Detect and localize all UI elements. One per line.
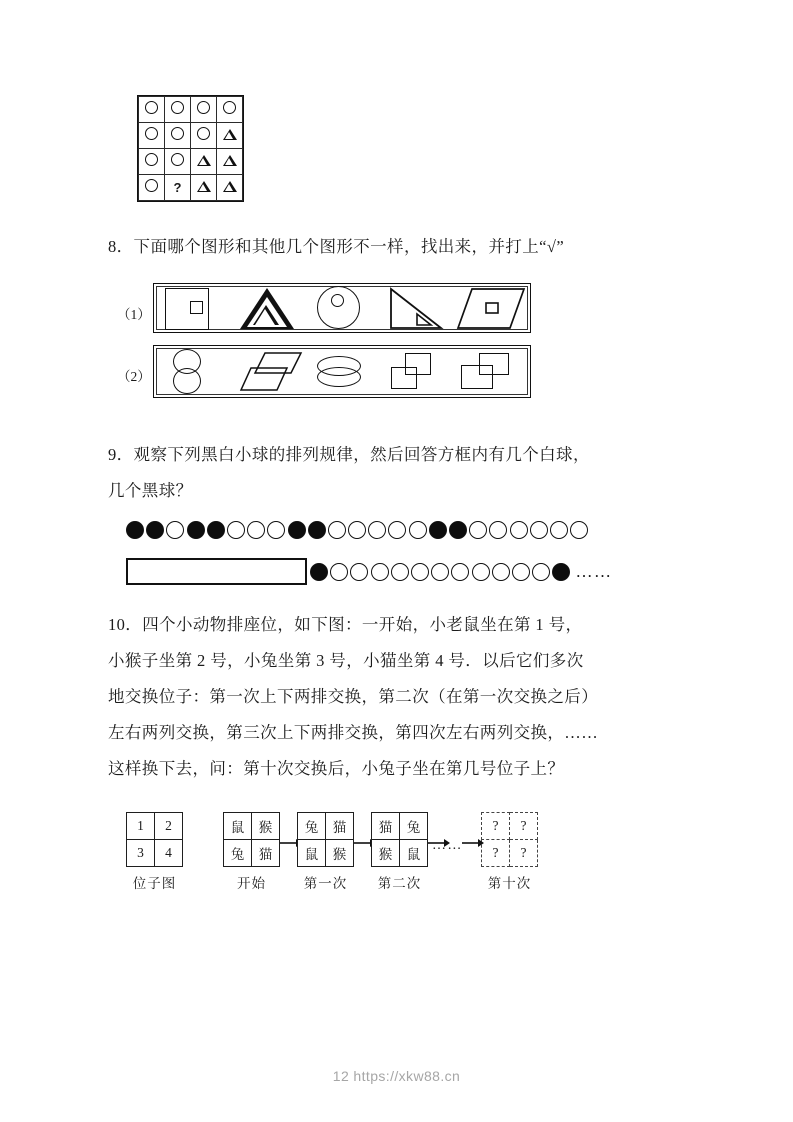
white-ball <box>431 563 449 581</box>
circle-icon <box>197 101 210 114</box>
triangle-icon <box>223 155 237 166</box>
white-ball <box>328 521 346 539</box>
flow-arrow-icon <box>462 838 484 848</box>
circle-icon <box>145 179 158 192</box>
page-footer: 12 https://xkw88.cn <box>332 1068 461 1084</box>
white-ball <box>570 521 588 539</box>
seat-cell: 猴 <box>326 840 354 867</box>
white-ball <box>411 563 429 581</box>
seat-cell: 猴 <box>252 813 280 840</box>
grid-cell <box>191 97 217 123</box>
q9-ball-sequence-row1 <box>126 521 590 539</box>
q9-question-line1: 9．观察下列黑白小球的排列规律，然后回答方框内有几个白球， <box>108 445 590 464</box>
seat-diagram-seat-map <box>126 812 183 892</box>
seat-table <box>371 812 428 867</box>
white-ball <box>512 563 530 581</box>
white-ball <box>550 521 568 539</box>
table-row <box>224 813 280 840</box>
q7-shape-grid <box>137 95 244 202</box>
circle-icon <box>145 127 158 140</box>
q10-question-line2: 小猴子坐第 2 号，小兔坐第 3 号，小猫坐第 4 号．以后它们多次 <box>108 651 584 670</box>
grid-cell <box>217 97 243 123</box>
q9-ball-sequence-row2 <box>126 558 612 585</box>
table-row <box>298 840 354 867</box>
grid-cell-question: ? <box>165 175 191 201</box>
circle-icon <box>197 127 210 140</box>
black-ball <box>146 521 164 539</box>
seat-diagram-caption: 开始 <box>237 876 266 891</box>
white-ball <box>350 563 368 581</box>
seat-table <box>126 812 183 867</box>
seat-diagram-caption: 位子图 <box>132 876 177 891</box>
white-ball <box>267 521 285 539</box>
grid-cell <box>139 97 165 123</box>
table-row <box>298 813 354 840</box>
grid-cell <box>217 149 243 175</box>
seat-cell: 鼠 <box>224 813 252 840</box>
table-row <box>224 840 280 867</box>
grid-cell <box>165 123 191 149</box>
circle-icon <box>171 127 184 140</box>
white-ball <box>409 521 427 539</box>
seat-diagram-caption: 第二次 <box>377 876 422 891</box>
triangle-icon <box>197 155 211 166</box>
table-row <box>139 175 243 201</box>
white-ball <box>166 521 184 539</box>
seat-cell: 3 <box>127 840 155 867</box>
seat-cell: 兔 <box>298 813 326 840</box>
seat-cell: 4 <box>155 840 183 867</box>
grid-cell <box>165 97 191 123</box>
shape-two-overlapping-squares <box>379 349 453 395</box>
table-row <box>372 813 428 840</box>
white-ball <box>472 563 490 581</box>
grid-cell <box>191 175 217 201</box>
table-row <box>139 149 243 175</box>
white-ball <box>330 563 348 581</box>
parallelogram-icon <box>456 287 528 331</box>
seat-diagram-first-swap <box>297 812 354 892</box>
black-ball <box>429 521 447 539</box>
seat-cell: ? <box>482 840 510 867</box>
seat-cell: ? <box>482 813 510 840</box>
shape-square-with-small-square <box>157 285 231 331</box>
table-row <box>127 840 183 867</box>
seat-diagram-tenth-swap <box>481 812 538 892</box>
grid-cell <box>139 123 165 149</box>
grid-cell <box>191 123 217 149</box>
white-ball <box>391 563 409 581</box>
seat-table <box>223 812 280 867</box>
circle-icon <box>171 101 184 114</box>
white-ball <box>510 521 528 539</box>
overlapping-parallelograms-icon <box>231 349 309 395</box>
q10-question-line3: 地交换位子：第一次上下两排交换，第二次（在第一次交换之后） <box>108 687 599 706</box>
black-ball <box>552 563 570 581</box>
seat-cell: 猫 <box>372 813 400 840</box>
q9-sequence-ellipsis: …… <box>575 561 613 581</box>
white-ball <box>489 521 507 539</box>
seat-cell: 鼠 <box>400 840 428 867</box>
grid-cell <box>139 149 165 175</box>
circle-icon <box>223 101 236 114</box>
table-row <box>139 123 243 149</box>
seat-table <box>297 812 354 867</box>
circle-icon <box>171 153 184 166</box>
white-ball <box>492 563 510 581</box>
seat-cell: 2 <box>155 813 183 840</box>
seat-diagram-caption: 第一次 <box>303 876 348 891</box>
black-ball <box>207 521 225 539</box>
shape-right-triangle-with-small-triangle <box>379 285 453 331</box>
white-ball <box>368 521 386 539</box>
white-ball <box>371 563 389 581</box>
seat-cell: 兔 <box>224 840 252 867</box>
white-ball <box>227 521 245 539</box>
seat-cell: 鼠 <box>298 840 326 867</box>
seat-cell: 兔 <box>400 813 428 840</box>
triangle-icon <box>197 181 211 192</box>
white-ball <box>530 521 548 539</box>
q10-question-line5: 这样换下去，问：第十次交换后，小兔子坐在第几号位子上？ <box>108 759 565 778</box>
shape-two-overlapping-parallelograms <box>231 349 305 395</box>
q8-row1-label: （1） <box>117 307 151 322</box>
black-ball <box>187 521 205 539</box>
white-ball <box>451 563 469 581</box>
seat-diagram-start <box>223 812 280 892</box>
q8-row2-label: （2） <box>117 369 151 384</box>
white-ball <box>469 521 487 539</box>
shape-triangle-with-small-triangle <box>231 285 305 331</box>
q9-answer-box[interactable] <box>126 558 307 585</box>
black-ball <box>308 521 326 539</box>
seat-cell: ? <box>510 840 538 867</box>
triangle-icon <box>223 181 237 192</box>
black-ball <box>288 521 306 539</box>
black-ball <box>126 521 144 539</box>
shape-circle-with-small-circle <box>305 285 379 331</box>
grid-cell <box>217 123 243 149</box>
table-row <box>139 97 243 123</box>
seat-table <box>481 812 538 867</box>
black-ball <box>310 563 328 581</box>
q8-question-text: 8．下面哪个图形和其他几个图形不一样，找出来，并打上“√” <box>108 237 565 256</box>
seat-diagram-second-swap <box>371 812 428 892</box>
shape-parallelogram-with-small-square <box>453 285 527 331</box>
grid-cell <box>217 175 243 201</box>
black-ball <box>449 521 467 539</box>
circle-icon <box>145 153 158 166</box>
circle-icon <box>145 101 158 114</box>
q7-grid-table <box>138 96 243 201</box>
shape-two-overlapping-ellipses <box>305 349 379 395</box>
shape-two-overlapping-rectangles <box>453 349 527 395</box>
q10-question-line1: 10．四个小动物排座位，如下图：一开始，小老鼠坐在第 1 号， <box>108 615 583 634</box>
seat-cell: 猫 <box>326 813 354 840</box>
triangle-icon <box>223 129 237 140</box>
q8-row1-box <box>153 283 531 333</box>
q10-question-line4: 左右两列交换，第三次上下两排交换，第四次左右两列交换，…… <box>108 723 599 742</box>
seat-cell: 猴 <box>372 840 400 867</box>
seat-diagram-caption: 第十次 <box>487 876 532 891</box>
white-ball <box>388 521 406 539</box>
grid-cell <box>191 149 217 175</box>
white-ball <box>532 563 550 581</box>
right-triangle-icon <box>385 287 447 331</box>
white-ball <box>348 521 366 539</box>
table-row <box>127 813 183 840</box>
q8-row2-box <box>153 345 531 398</box>
table-row <box>482 840 538 867</box>
seat-cell: 猫 <box>252 840 280 867</box>
q9-question-line2: 几个黑球？ <box>108 481 193 500</box>
seat-cell: 1 <box>127 813 155 840</box>
seat-cell: ? <box>510 813 538 840</box>
grid-cell <box>165 149 191 175</box>
table-row <box>372 840 428 867</box>
q10-diagram-ellipsis: …… <box>432 838 463 853</box>
table-row <box>482 813 538 840</box>
grid-cell <box>139 175 165 201</box>
white-ball <box>247 521 265 539</box>
shape-two-overlapping-circles <box>157 349 231 395</box>
